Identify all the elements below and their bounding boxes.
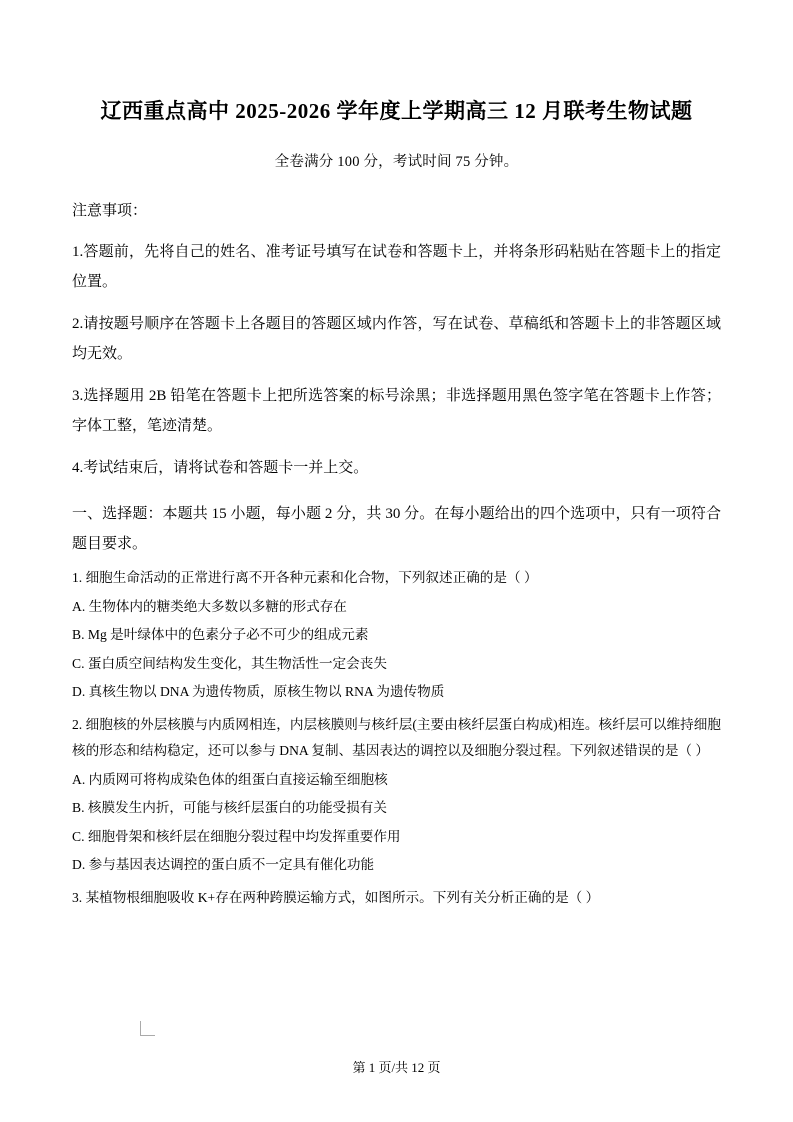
notice-heading: 注意事项： xyxy=(72,202,148,219)
question-stem: 1. 细胞生命活动的正常进行离不开各种元素和化合物，下列叙述正确的是（ ） xyxy=(72,570,538,585)
page-title: 辽西重点高中 2025-2026 学年度上学期高三 12 月联考生物试题 xyxy=(100,99,693,123)
question-option: C. 细胞骨架和核纤层在细胞分裂过程中均发挥重要作用 xyxy=(72,828,401,844)
question-option: A. 内质网可将构成染色体的组蛋白直接运输至细胞核 xyxy=(72,771,388,787)
notice-item: 2.请按题号顺序在答题卡上各题目的答题区域内作答，写在试卷、草稿纸和答题卡上的非答题区域均无效。 xyxy=(72,316,721,362)
notice-item: 1.答题前，先将自己的姓名、准考证号填写在试卷和答题卡上，并将条形码粘贴在答题卡上的指定位置。 xyxy=(72,244,721,290)
question-option: C. 蛋白质空间结构发生变化，其生物活性一定会丧失 xyxy=(72,655,387,671)
question-option: A. 生物体内的糖类绝大多数以多糖的形式存在 xyxy=(72,598,347,614)
section-one-heading: 一、选择题：本题共 15 小题，每小题 2 分，共 30 分。在每小题给出的四个选项中，只有一项符合题目要求。 xyxy=(72,506,721,552)
question-stem: 3. 某植物根细胞吸收 K+存在两种跨膜运输方式，如图所示。下列有关分析正确的是（ ） xyxy=(72,889,600,905)
page-footer: 第 1 页/共 12 页 xyxy=(352,1060,441,1075)
exam-subtitle: 全卷满分 100 分，考试时间 75 分钟。 xyxy=(274,153,519,170)
question-stem: 2. 细胞核的外层核膜与内质网相连，内层核膜则与核纤层(主要由核纤层蛋白构成)相连。核纤层可以维持细胞核的形态和结构稳定，还可以参与 DNA 复制、基因表达的调控以及细胞分裂过程。下列叙述错误的是（ ） xyxy=(72,716,721,758)
question-option: B. 核膜发生内折，可能与核纤层蛋白的功能受损有关 xyxy=(72,800,387,815)
question-option: D. 真核生物以 DNA 为遗传物质，原核生物以 RNA 为遗传物质 xyxy=(72,684,445,699)
crop-mark xyxy=(140,1021,155,1036)
question-option: D. 参与基因表达调控的蛋白质不一定具有催化功能 xyxy=(72,857,375,872)
question-option: B. Mg 是叶绿体中的色素分子必不可少的组成元素 xyxy=(72,627,369,642)
notice-item: 3.选择题用 2B 铅笔在答题卡上把所选答案的标号涂黑；非选择题用黑色签字笔在答题卡上作答；字体工整，笔迹清楚。 xyxy=(72,388,721,434)
notice-item: 4.考试结束后，请将试卷和答题卡一并上交。 xyxy=(72,460,369,476)
